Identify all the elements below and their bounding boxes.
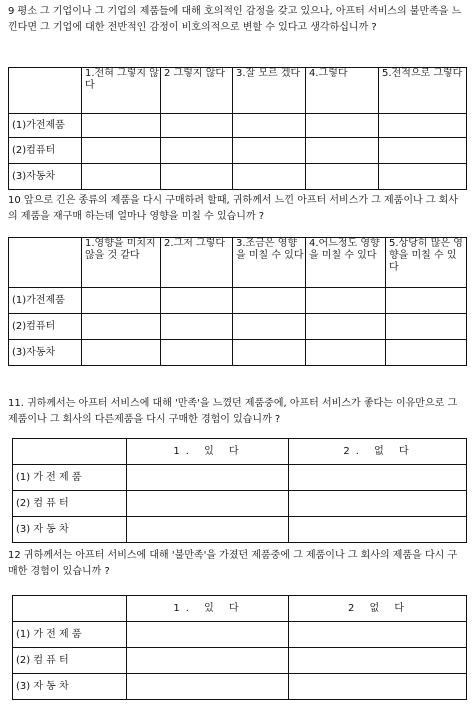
answer-cell[interactable] xyxy=(306,114,379,138)
row-label: (1)가전제품 xyxy=(9,114,82,138)
row-label: (3) 자 동 차 xyxy=(13,674,127,700)
question-10 xyxy=(8,193,466,225)
answer-cell[interactable] xyxy=(127,648,289,674)
table-row xyxy=(13,622,467,648)
answer-cell[interactable] xyxy=(127,465,289,491)
answer-cell[interactable] xyxy=(82,138,161,164)
column-header: 5.상당히 많은 영향을 미칠 수 있다 xyxy=(386,238,467,288)
column-header: 3.조금은 영향을 미칠 수 있다 xyxy=(233,238,306,288)
table-row xyxy=(9,340,467,366)
row-label: (3) 자 동 차 xyxy=(13,517,127,543)
table-row xyxy=(9,314,467,340)
table-row xyxy=(13,674,467,700)
answer-cell[interactable] xyxy=(127,674,289,700)
table-row xyxy=(13,648,467,674)
question-12-table xyxy=(12,595,467,700)
header-blank xyxy=(13,439,127,465)
answer-cell[interactable] xyxy=(161,164,233,190)
answer-cell[interactable] xyxy=(161,288,233,314)
answer-cell[interactable] xyxy=(82,288,161,314)
column-header: 1. 있 다 xyxy=(127,596,289,622)
answer-cell[interactable] xyxy=(306,164,379,190)
answer-cell[interactable] xyxy=(386,340,467,366)
row-label: (1) 가 전 제 품 xyxy=(13,465,127,491)
answer-cell[interactable] xyxy=(289,465,467,491)
answer-cell[interactable] xyxy=(289,491,467,517)
column-header: 3.잘 모르 겠다 xyxy=(233,68,306,114)
column-header: 4.그렇다 xyxy=(306,68,379,114)
column-header: 1.영향을 미치지 않을 것 같다 xyxy=(82,238,161,288)
row-label: (1) 가 전 제 품 xyxy=(13,622,127,648)
answer-cell[interactable] xyxy=(289,648,467,674)
table-row xyxy=(9,114,467,138)
answer-cell[interactable] xyxy=(233,314,306,340)
answer-cell[interactable] xyxy=(289,517,467,543)
answer-cell[interactable] xyxy=(161,340,233,366)
answer-cell[interactable] xyxy=(233,164,306,190)
table-row xyxy=(13,465,467,491)
question-12-text: 12 귀하께서는 아프터 서비스에 대해 '불만족'을 가졌던 제품중에 그 제품이나 그 회사의 제품을 다시 구매한 경험이 있습니까 ? xyxy=(8,550,458,577)
answer-cell[interactable] xyxy=(233,114,306,138)
column-header: 1.전혀 그렇지 않다 xyxy=(82,68,161,114)
row-label: (2) 컴 퓨 터 xyxy=(13,648,127,674)
answer-cell[interactable] xyxy=(82,314,161,340)
row-label: (2)컴퓨터 xyxy=(9,138,82,164)
column-header: 5.전적으로 그렇다 xyxy=(379,68,467,114)
answer-cell[interactable] xyxy=(82,164,161,190)
answer-cell[interactable] xyxy=(127,517,289,543)
question-9 xyxy=(8,4,466,36)
answer-cell[interactable] xyxy=(289,674,467,700)
question-9-text: 9 평소 그 기업이나 그 기업의 제품들에 대해 호의적인 감정을 갖고 있으나, 아프터 서비스의 불만족을 느낀다면 그 기업에 대한 전반적인 감정이 비호의적으로 변할 수 있다고 생각하십니까 ? xyxy=(8,6,462,33)
question-11-text: 11. 귀하께서는 아프터 서비스에 대해 '만족'을 느꼈던 제품중에, 아프터 서비스가 좋다는 이유만으로 그 제품이나 그 회사의 다른제품을 다시 구매한 경험이 있습니까 ? xyxy=(8,398,458,425)
row-label: (3)자동차 xyxy=(9,164,82,190)
question-9-table xyxy=(8,67,467,190)
table-row xyxy=(9,164,467,190)
table-row xyxy=(9,288,467,314)
answer-cell[interactable] xyxy=(306,288,386,314)
question-10-table xyxy=(8,237,467,366)
answer-cell[interactable] xyxy=(379,164,467,190)
question-11-table xyxy=(12,438,467,543)
column-header: 2.그저 그렇다 xyxy=(161,238,233,288)
answer-cell[interactable] xyxy=(289,622,467,648)
answer-cell[interactable] xyxy=(82,340,161,366)
answer-cell[interactable] xyxy=(161,114,233,138)
answer-cell[interactable] xyxy=(386,314,467,340)
question-12 xyxy=(8,548,466,580)
answer-cell[interactable] xyxy=(379,114,467,138)
answer-cell[interactable] xyxy=(386,288,467,314)
answer-cell[interactable] xyxy=(127,491,289,517)
column-header: 4.어느정도 영향을 미칠 수 있다 xyxy=(306,238,386,288)
header-blank xyxy=(9,238,82,288)
row-label: (2) 컴 퓨 터 xyxy=(13,491,127,517)
column-header: 1. 있 다 xyxy=(127,439,289,465)
answer-cell[interactable] xyxy=(379,138,467,164)
question-10-text: 10 앞으로 긴은 종류의 제품을 다시 구매하려 할때, 귀하께서 느낀 아프터 서비스가 그 제품이나 그 회사의 제품을 재구매 하는데 얼마나 영향을 미칠 수 있습니까 ? xyxy=(8,195,458,222)
answer-cell[interactable] xyxy=(306,314,386,340)
answer-cell[interactable] xyxy=(161,314,233,340)
column-header: 2 없 다 xyxy=(289,596,467,622)
answer-cell[interactable] xyxy=(127,622,289,648)
answer-cell[interactable] xyxy=(233,288,306,314)
table-row xyxy=(13,517,467,543)
question-11 xyxy=(8,396,466,428)
answer-cell[interactable] xyxy=(161,138,233,164)
answer-cell[interactable] xyxy=(233,138,306,164)
answer-cell[interactable] xyxy=(82,114,161,138)
answer-cell[interactable] xyxy=(306,340,386,366)
header-blank xyxy=(9,68,82,114)
table-row xyxy=(9,138,467,164)
answer-cell[interactable] xyxy=(306,138,379,164)
header-blank xyxy=(13,596,127,622)
column-header: 2 그렇지 않다 xyxy=(161,68,233,114)
row-label: (1)가전제품 xyxy=(9,288,82,314)
table-row xyxy=(13,491,467,517)
row-label: (3)자동차 xyxy=(9,340,82,366)
row-label: (2)컴퓨터 xyxy=(9,314,82,340)
column-header: 2. 없 다 xyxy=(289,439,467,465)
answer-cell[interactable] xyxy=(233,340,306,366)
